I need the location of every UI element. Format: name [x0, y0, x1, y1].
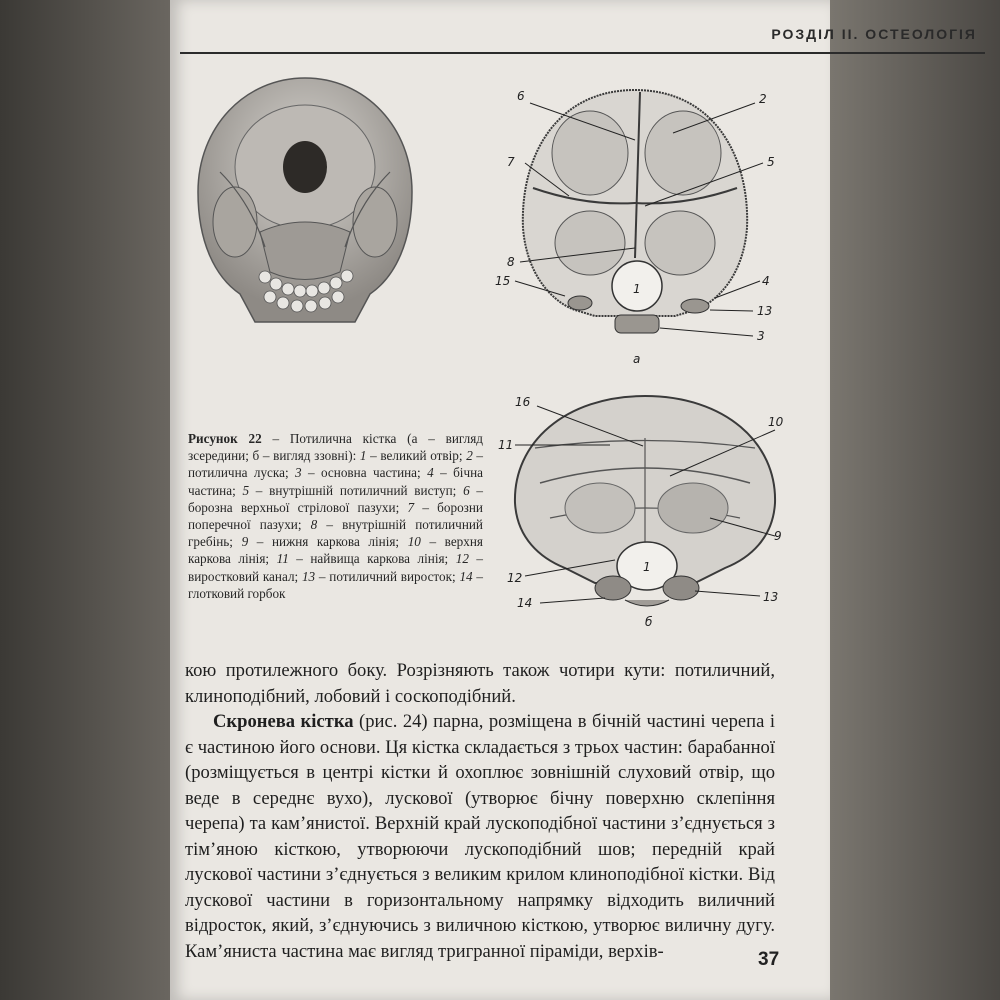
- fig-b-label-11: 11: [498, 438, 514, 452]
- caption-item-number: 14: [459, 568, 473, 584]
- caption-item-text: – великий отвір;: [366, 448, 467, 464]
- fig-a-label-2: 2: [759, 92, 767, 106]
- caption-item-text: – основна частина;: [301, 465, 428, 481]
- fig-a-label-7: 7: [507, 155, 515, 169]
- fig-a-sublabel: а: [633, 352, 641, 366]
- caption-legend: [188, 448, 483, 601]
- caption-item-text: – потилична луска;: [188, 448, 484, 481]
- fig-a-label-15: 15: [495, 274, 511, 288]
- caption-item-number: 1: [359, 448, 367, 464]
- paragraph-2-text: (рис. 24) парна, розміщена в бічній частині черепа і є частиною його основи. Ця кістка складається з трьох частин: барабанної (розміщується в центрі кістки й охоплює зовнішній слуховий отвір, що веде в середнє вухо), лускової (утворює бічну поверхню склепіння черепа) та кам’янистої. Верхній край лускоподібної частини з’єднується з тім’яною кісткою, утворюючи лускоподібний шов; передній край лускової частини з’єднується з великим крилом клиноподібної кістки. Від лускової частини в горизонтальному напрямку відходить виличний відросток, який, з’єднуючись з виличною кісткою, утворює виличну дугу. Кам’яниста частина має вигляд тригранної піраміди, верхів-: [185, 711, 775, 962]
- fig-b-label-14: 14: [517, 596, 533, 610]
- skull-illustration: [190, 72, 420, 342]
- fig-a-label-6: 6: [517, 89, 525, 103]
- fig-b-label-13: 13: [763, 590, 779, 604]
- fig-a-label-3: 3: [757, 329, 765, 343]
- caption-item-number: 13: [301, 568, 316, 584]
- caption-item-number: 3: [295, 465, 302, 481]
- caption-item-number: 9: [241, 534, 249, 550]
- paragraph-1: кою протилежного боку. Розрізняють також чотири кути: потиличний, клиноподібний, лобовий і соскоподібний.: [185, 660, 775, 707]
- fig-a-label-1: 1: [633, 282, 641, 296]
- caption-item-text: – бічна частина;: [188, 465, 484, 498]
- fig-a-label-4: 4: [762, 274, 770, 288]
- figure-b-occipital-external: [495, 388, 795, 633]
- caption-item-text: – найвища каркова лінія;: [288, 551, 456, 567]
- caption-item-text: – борозни поперечної пазухи;: [188, 499, 483, 533]
- caption-item-text: – борозна верхньої стрілової пазухи;: [188, 482, 484, 515]
- caption-item-text: – внутрішній потиличний гребінь;: [188, 517, 483, 550]
- book-outer-edge: [830, 0, 1000, 1000]
- running-header: [180, 18, 985, 54]
- fig-b-label-1: 1: [643, 560, 651, 574]
- caption-item-number: 8: [310, 517, 318, 533]
- fig-b-label-16: 16: [515, 395, 531, 409]
- caption-item-text: – виростковий канал;: [188, 551, 483, 584]
- figure-caption: [188, 430, 483, 602]
- body-text: [185, 658, 775, 964]
- fig-b-label-10: 10: [768, 415, 784, 429]
- caption-item-number: 10: [407, 534, 421, 550]
- caption-title: Рисунок 22: [188, 431, 262, 446]
- fig-a-label-13: 13: [757, 304, 773, 318]
- caption-item-text: – глотковий горбок: [188, 568, 483, 601]
- fig-a-label-5: 5: [767, 155, 775, 169]
- caption-item-text: – внутрішній потиличний виступ;: [249, 482, 464, 498]
- fig-b-label-9: 9: [774, 529, 782, 543]
- caption-item-number: 6: [463, 482, 470, 498]
- caption-item-text: – потиличний виросток;: [315, 568, 460, 584]
- caption-item-number: 11: [276, 551, 289, 567]
- fig-a-label-8: 8: [507, 255, 515, 269]
- section-title: РОЗДІЛ ІІ. ОСТЕОЛОГІЯ: [771, 26, 977, 42]
- caption-item-number: 7: [407, 499, 415, 515]
- caption-dash: –: [261, 431, 290, 446]
- caption-item-number: 4: [427, 465, 434, 481]
- caption-item-number: 12: [455, 551, 469, 567]
- caption-item-text: – нижня каркова лінія;: [248, 534, 408, 550]
- caption-item-number: 2: [466, 448, 473, 464]
- page-number: 37: [758, 949, 780, 970]
- caption-item-number: 5: [242, 482, 250, 498]
- caption-intro: Потилична кістка (а – вигляд зсередини; б – вигляд ззовні):: [188, 431, 483, 464]
- fig-b-label-12: 12: [507, 571, 523, 585]
- fig-b-sublabel: б: [645, 615, 653, 629]
- paragraph-2: [185, 709, 775, 964]
- figure-a-occipital-internal: [485, 78, 785, 368]
- term-temporal-bone: Скронева кістка: [213, 711, 354, 732]
- book-spine-shadow: [0, 0, 170, 1000]
- caption-item-text: – верхня каркова лінія;: [188, 534, 483, 567]
